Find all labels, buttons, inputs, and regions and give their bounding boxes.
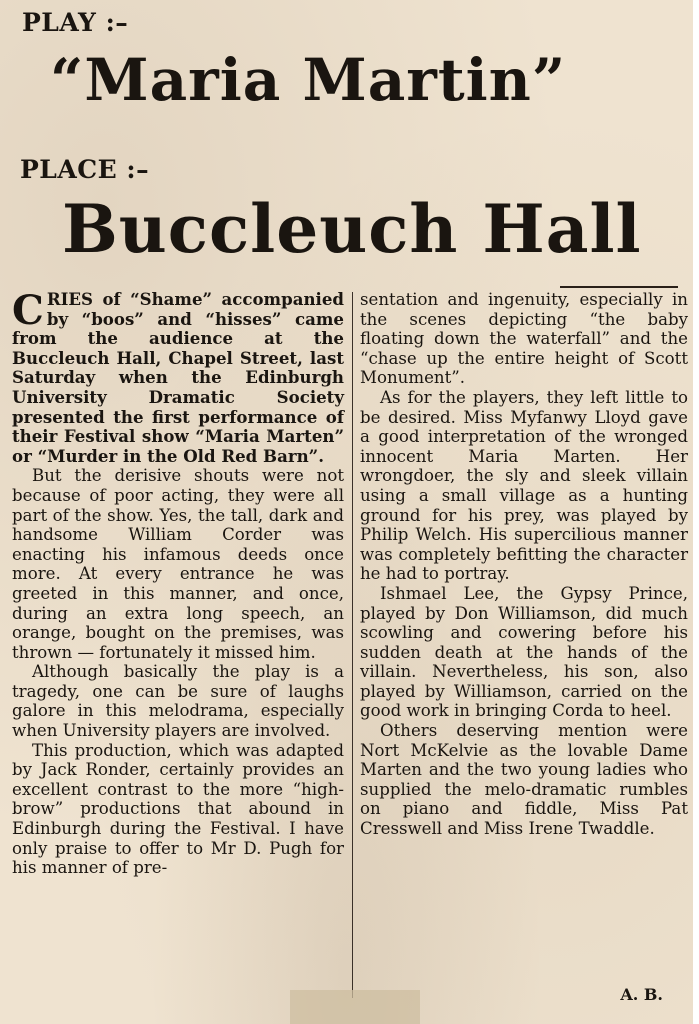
- article-paragraph-6: As for the players, they left little to be desired. Miss Myfanwy Lloyd gave a good interpretation of the wronged innocent Maria Marten. Her wrongdoer, the sly and sleek villain using a small village as a hunting ground for his prey, was played by Philip Welch. His supercilious manner was completely befitting the character he had to portray.: [360, 387, 688, 584]
- article-paragraph-4: This production, which was adapted by Jack Ronder, certainly provides an excellent contrast to the more “high-brow” productions that abound in Edinburgh during the Festival. I have only praise to offer to Mr D. Pugh for his manner of pre-: [12, 740, 344, 878]
- place-title: Buccleuch Hall: [62, 190, 642, 268]
- article-paragraph-5: sentation and ingenuity, especially in the scenes depicting “the baby floating down the waterfall” and the “chase up the entire height of Scott Monument”.: [360, 290, 688, 388]
- paragraph-text: RIES of “Shame” accompanied by “boos” and “hisses” came from the audience at the Buccleuch Hall, Chapel Street, last Saturday when the Edinburgh University Dramatic Society presented the first performance of their Festival show “Maria Marten” or “Murder in the Old Red Barn”.: [12, 289, 344, 466]
- play-title: “Maria Martin”: [50, 46, 567, 114]
- tape-mark: [290, 990, 420, 1024]
- article-right-column: [360, 290, 688, 839]
- byline: A. B.: [620, 985, 663, 1004]
- drop-cap: C: [12, 287, 44, 334]
- article-paragraph-3: Although basically the play is a tragedy, one can be sure of laughs galore in this melodrama, especially when University players are involved.: [12, 662, 344, 741]
- play-label: PLAY :–: [22, 8, 129, 37]
- article-paragraph-1: [12, 287, 344, 466]
- place-label: PLACE :–: [20, 155, 150, 184]
- column-divider: [352, 292, 353, 998]
- article-paragraph-2: But the derisive shouts were not because of poor acting, they were all part of the show. Yes, the tall, dark and handsome William Corder was enacting his infamous deeds once more. At every entrance he was greeted in this manner, and once, during an extra long speech, an orange, bought on the premises, was thrown — fortunately it missed him.: [12, 466, 344, 662]
- article-paragraph-8: Others deserving mention were Nort McKelvie as the lovable Dame Marten and the two young ladies who supplied the melo-dramatic rumbles on piano and fiddle, Miss Pat Cresswell and Miss Irene Twaddle.: [360, 721, 688, 839]
- article-left-column: [12, 287, 344, 878]
- header-rule: [560, 286, 678, 288]
- article-paragraph-7: Ishmael Lee, the Gypsy Prince, played by Don Williamson, did much scowling and cowering before his sudden death at the hands of the villain. Nevertheless, his son, also played by Williamson, carried on the good work in bringing Corda to heel.: [360, 583, 688, 721]
